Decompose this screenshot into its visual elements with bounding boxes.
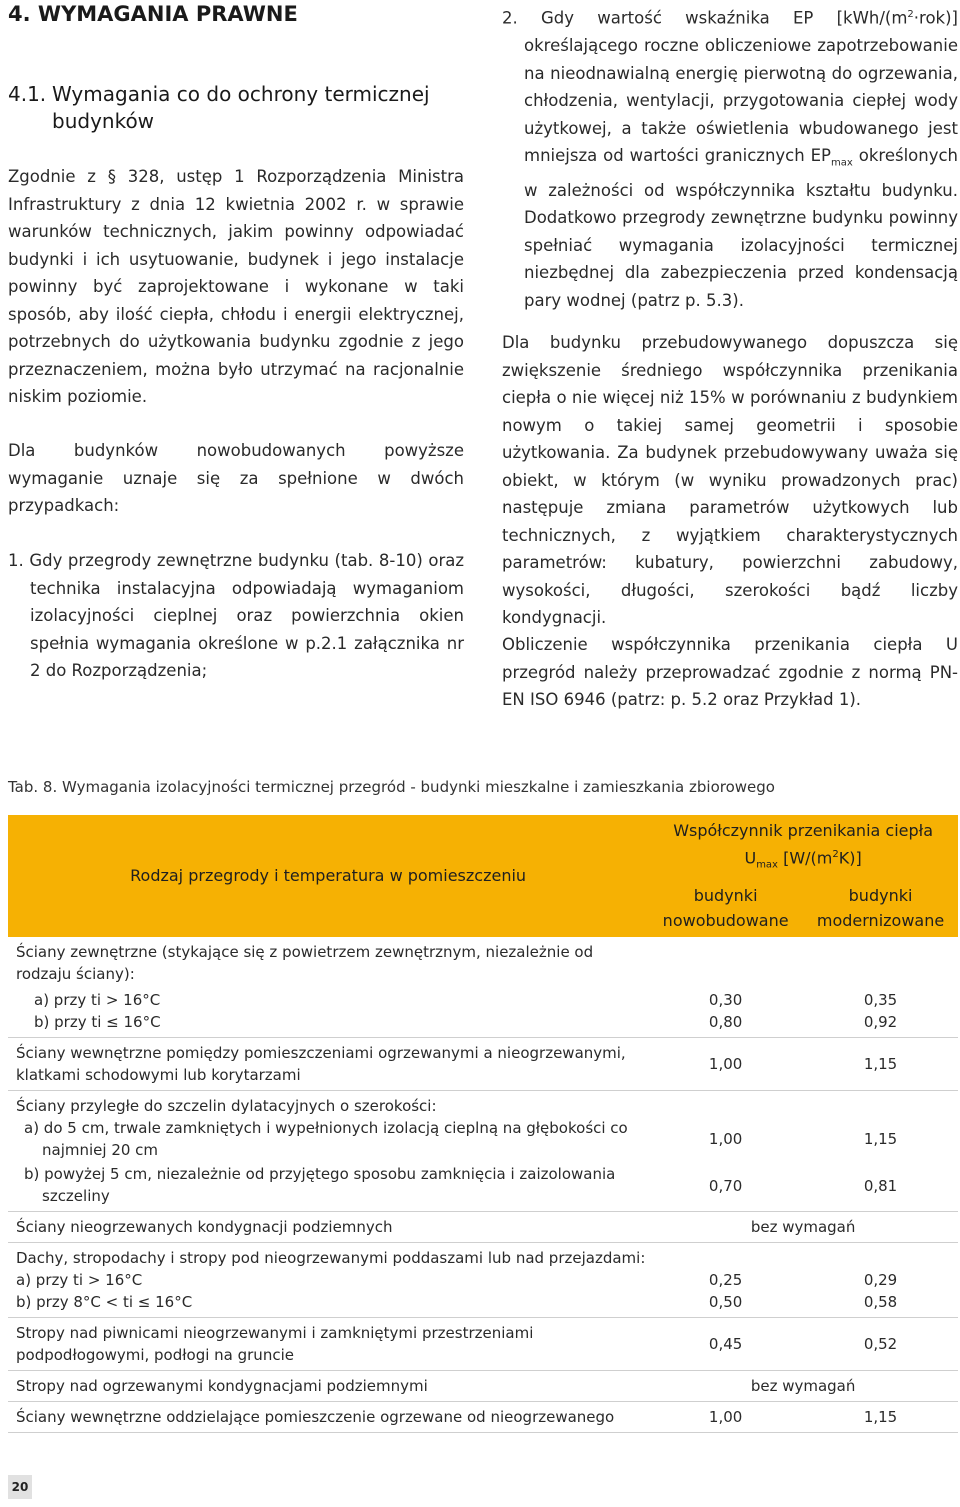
header-modernized-buildings-label: budynki modernizowane [816,885,945,930]
header-partition-type: Rodzaj przegrody i temperatura w pomieszczeniu [8,815,648,937]
header-coefficient-unit-sup: 2 [832,849,839,860]
row-description [8,989,648,1011]
table-row [8,1317,958,1370]
header-coefficient-line1: Współczynnik przenikania ciepła [673,821,933,840]
header-coefficient-sub: max [756,859,778,871]
table-row [8,1037,958,1090]
table-row [8,1291,958,1318]
row-value-mod [803,1090,958,1117]
table-row [8,937,958,989]
row-value-new: 0,25 [708,1270,743,1289]
row-value-new: 1,00 [648,1401,803,1432]
header-modernized-buildings [803,879,958,937]
subsection-title-line1: Wymagania co do ochrony termicznej [52,82,430,106]
row-value-new: 0,70 [648,1161,803,1212]
row-description: Ściany nieogrzewanych kondygnacji podziemnych [8,1211,648,1242]
row-value-new [648,937,803,989]
table-row [8,1090,958,1117]
row-value-new [648,1090,803,1117]
header-coefficient-unit-b: K)] [838,848,862,868]
row-value-mod [803,937,958,989]
row-value-mod [803,1242,958,1269]
list-item-1-text: 1. Gdy przegrody zewnętrzne budynku (tab. 8-10) oraz technika instalacyjna odpowiadają wymaganiom izolacyjności cieplnej oraz powierzchnia okien spełnia wymagania określone w p.2.1 załącznika nr 2 do Rozporządzenia; [8,551,464,680]
row-value-mod: 0,52 [803,1317,958,1370]
table-caption: Tab. 8. Wymagania izolacyjności termicznej przegród - budynki mieszkalne i zamieszkania zbiorowego [8,778,775,796]
row-value-mod: 0,58 [803,1291,958,1318]
row-description [8,1117,648,1161]
row-value-mod: 1,15 [803,1401,958,1432]
list-item-2-text-b: ·rok)] określającego roczne obliczeniowe zapotrzebowanie na nieodnawialną energię pierwotną do ogrzewania, chłodzenia, wentylacji, przygotowania ciepłej wody użytkowej, a także oświetlenia wbudowanego jest mniejsza od wartości granicznych EP [524,8,958,165]
list-item-2 [502,1,958,314]
row-value-mod: 0,35 [863,990,898,1009]
header-coefficient [648,815,958,879]
row-value-new: 0,50 [648,1291,803,1318]
row-description: Ściany przyległe do szczelin dylatacyjnych o szerokości: [16,1096,437,1115]
row-description-text: b) przy ti ≤ 16°C [34,1012,161,1031]
row-value-both: bez wymagań [648,1370,958,1401]
table-row [8,1242,958,1269]
list-item-2-text-a: 2. Gdy wartość wskaźnika EP [kWh/(m [502,8,908,28]
row-description [8,1011,648,1038]
header-new-buildings-label: budynki nowobudowane [662,885,789,930]
row-value-mod: 1,15 [863,1129,898,1148]
header-new-buildings [648,879,803,937]
row-description: Stropy nad piwnicami nieogrzewanymi i zamkniętymi przestrzeniami podpodłogowymi, podłogi na gruncie [8,1317,648,1370]
row-description-text: b) powyżej 5 cm, niezależnie od przyjętego sposobu zamknięcia i zaizolowania szczeliny [24,1164,616,1205]
row-value-mod: 0,81 [803,1161,958,1212]
row-value-mod: 0,29 [863,1270,898,1289]
row-description-text: a) do 5 cm, trwale zamkniętych i wypełnionych izolacją cieplną na głębokości co najmniej 20 cm [24,1118,628,1159]
list-item-2-text-c: określonych w zależności od współczynnika kształtu budynku. Dodatkowo przegrody zewnętrzne budynku powinny spełniać wymagania izolacyjności termicznej niezbędnej dla zabezpieczenia przed kondensacją pary wodnej (patrz p. 5.3). [524,146,958,310]
row-description [8,1161,648,1212]
table-row [8,1211,958,1242]
row-description: Ściany wewnętrzne oddzielające pomieszczenie ogrzewane od nieogrzewanego [8,1401,648,1432]
page-number: 20 [8,1475,32,1499]
row-description: b) przy 8°C < ti ≤ 16°C [8,1291,648,1318]
row-value-new [648,1242,803,1269]
right-paragraph-2: Obliczenie współczynnika przenikania ciepła U przegród należy przeprowadzać zgodnie z normą PN-EN ISO 6946 (patrz: p. 5.2 oraz Przykład 1). [502,635,958,709]
row-value-both: bez wymagań [648,1211,958,1242]
header-coefficient-unit-a: [W/(m [777,848,833,868]
right-paragraph-1: Dla budynku przebudowywanego dopuszcza się zwiększenie średniego współczynnika przenikania ciepła o nie więcej niż 15% w porównaniu z budynkiem nowym o takiej samej geometrii i sposobie użytkowania. Za budynek przebudowywany uważa się obiekt, w którym (w wyniku prowadzonych prac) następuje zmiana parametrów użytkowych lub technicznych, z wyjątkiem charakterystycznych parametrów: kubatury, powierzchni zabudowy, wysokości, długości, szerokości bądź liczby kondygnacji. [502,333,958,627]
left-paragraph-2: Dla budynków nowobudowanych powyższe wymaganie uznaje się za spełnione w dwóch przypadkach: [8,441,464,515]
row-description: Dachy, stropodachy i stropy pod nieogrzewanymi poddaszami lub nad przejazdami: [16,1248,646,1267]
row-value-new: 1,00 [648,1037,803,1090]
row-value-new: 0,30 [708,990,743,1009]
table-row [8,1161,958,1212]
left-paragraph-1: Zgodnie z § 328, ustęp 1 Rozporządzenia Ministra Infrastruktury z dnia 12 kwietnia 2002 r. w sprawie warunków technicznych, jakim powinny odpowiadać budynki i ich usytuowanie, budynek i jego instalacje powinny być zaprojektowane i wykonane w taki sposób, aby ilość ciepła, chłodu i energii elektrycznej, potrzebnych do użytkowania budynku zgodnie z jego przeznaczeniem, można było utrzymać na racjonalnie niskim poziomie. [8,167,464,406]
row-value-mod: 0,92 [803,1011,958,1038]
list-item-1 [8,547,464,685]
subsection-title [8,81,468,135]
section-title: 4. WYMAGANIA PRAWNE [8,2,298,26]
table-row [8,1117,958,1161]
table-row [8,1011,958,1038]
row-description: Ściany zewnętrzne (stykające się z powietrzem zewnętrznym, niezależnie od rodzaju ściany): [16,942,594,983]
table-row [8,1401,958,1432]
row-description: a) przy ti > 16°C [16,1270,143,1289]
row-value-new: 1,00 [708,1129,743,1148]
table-row [8,1370,958,1401]
row-description-text: a) przy ti > 16°C [34,990,161,1009]
subsection-number: 4.1. [8,82,47,106]
requirements-table [8,815,958,1433]
table-row [8,1269,958,1291]
row-value-new: 0,45 [648,1317,803,1370]
row-description: Ściany wewnętrzne pomiędzy pomieszczeniami ogrzewanymi a nieogrzewanymi, klatkami schodowymi lub korytarzami [8,1037,648,1090]
header-coefficient-u: U [744,848,757,868]
table-row [8,989,958,1011]
row-value-mod: 1,15 [803,1037,958,1090]
subsection-title-line2: budynków [52,109,155,133]
list-item-2-sub: max [831,157,853,169]
list-item-2-sup: 2 [907,9,914,20]
row-value-new: 0,80 [648,1011,803,1038]
row-description: Stropy nad ogrzewanymi kondygnacjami podziemnymi [8,1370,648,1401]
